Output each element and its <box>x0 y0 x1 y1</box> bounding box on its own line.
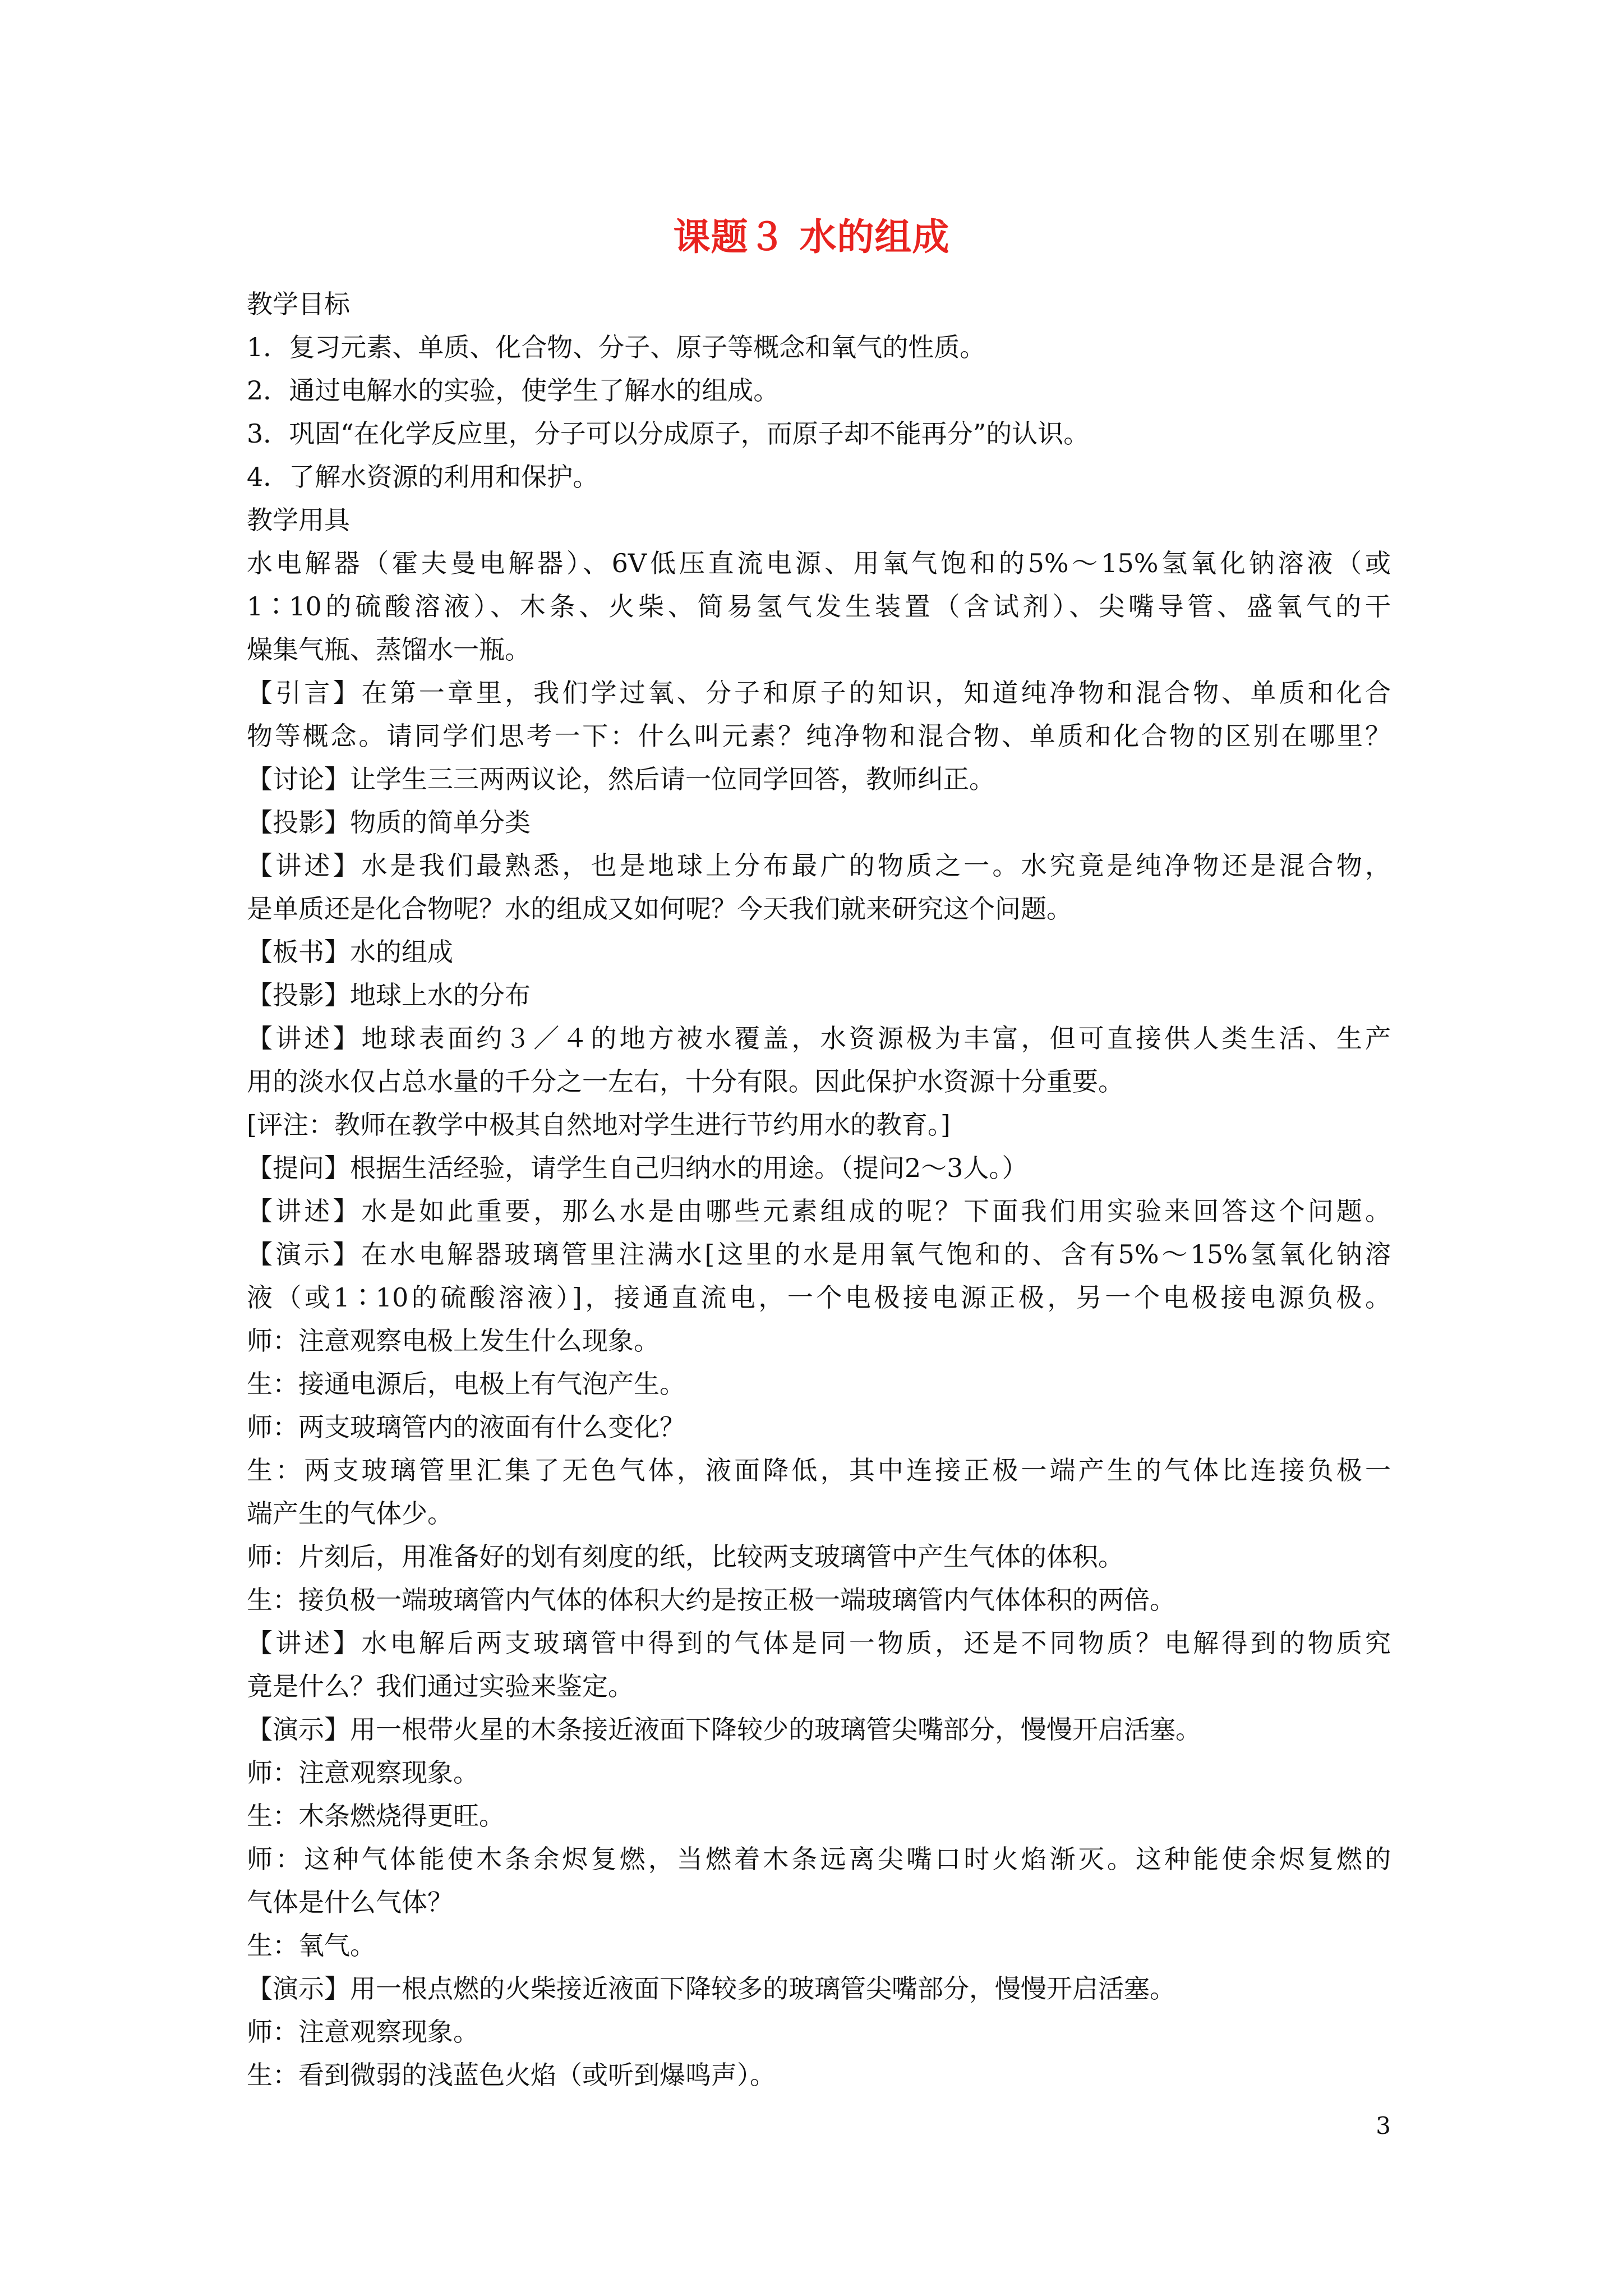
text-line: 【讲述】水是我们最熟悉，也是地球上分布最广的物质之一。水究竟是纯净物还是混合物， <box>247 850 1391 881</box>
dialogue-line: 师：片刻后，用准备好的划有刻度的纸，比较两支玻璃管中产生气体的体积。 <box>247 1542 1124 1572</box>
page-number: 3 <box>1376 2112 1391 2139</box>
text-line: 【讲述】水是如此重要，那么水是由哪些元素组成的呢？下面我们用实验来回答这个问题。 <box>247 1196 1391 1226</box>
text-line: 是单质还是化合物呢？水的组成又如何呢？今天我们就来研究这个问题。 <box>247 894 1072 924</box>
text-line: 物等概念。请同学们思考一下：什么叫元素？纯净物和混合物、单质和化合物的区别在哪里？ <box>247 721 1391 751</box>
text-line: 【演示】用一根点燃的火柴接近液面下降较多的玻璃管尖嘴部分，慢慢开启活塞。 <box>247 1973 1175 2004</box>
dialogue-line: 生：接通电源后，电极上有气泡产生。 <box>247 1369 685 1399</box>
text-line: 【板书】水的组成 <box>247 937 453 967</box>
text-line: 【提问】根据生活经验，请学生自己归纳水的用途。（提问2～3人。） <box>247 1153 1028 1183</box>
objective-item: 2．通过电解水的实验，使学生了解水的组成。 <box>247 375 780 406</box>
dialogue-line: 师：注意观察电极上发生什么现象。 <box>247 1326 660 1356</box>
objective-item: 1．复习元素、单质、化合物、分子、原子等概念和氧气的性质。 <box>247 332 986 362</box>
objective-item: 4．了解水资源的利用和保护。 <box>247 462 599 492</box>
dialogue-line: 师：注意观察现象。 <box>247 2017 479 2047</box>
dialogue-line: 生：接负极一端玻璃管内气体的体积大约是按正极一端玻璃管内气体体积的两倍。 <box>247 1585 1175 1615</box>
dialogue-line: 生：木条燃烧得更旺。 <box>247 1801 505 1831</box>
text-line: 【演示】用一根带火星的木条接近液面下降较少的玻璃管尖嘴部分，慢慢开启活塞。 <box>247 1714 1201 1745</box>
comment-line: [评注：教师在教学中极其自然地对学生进行节约用水的教育。] <box>247 1110 951 1140</box>
dialogue-line: 气体是什么气体？ <box>247 1887 453 1917</box>
dialogue-line: 端产生的气体少。 <box>247 1498 453 1529</box>
text-line: 水电解器（霍夫曼电解器）、6V低压直流电源、用氧气饱和的5%～15%氢氧化钠溶液（或 <box>247 548 1391 578</box>
dialogue-line: 师：注意观察现象。 <box>247 1757 479 1788</box>
text-line: 【投影】物质的简单分类 <box>247 807 531 838</box>
text-line: 竟是什么？我们通过实验来鉴定。 <box>247 1671 634 1701</box>
text-line: 1∶10的硫酸溶液）、木条、火柴、简易氢气发生装置（含试剂）、尖嘴导管、盛氧气的干 <box>247 591 1391 622</box>
section-heading-objectives: 教学目标 <box>247 289 350 319</box>
objective-item: 3．巩固“在化学反应里，分子可以分成原子，而原子却不能再分”的认识。 <box>247 418 1090 449</box>
text-line: 燥集气瓶、蒸馏水一瓶。 <box>247 634 531 665</box>
dialogue-line: 师：两支玻璃管内的液面有什么变化？ <box>247 1412 685 1442</box>
dialogue-line: 师：这种气体能使木条余烬复燃，当燃着木条远离尖嘴口时火焰渐灭。这种能使余烬复燃的 <box>247 1844 1391 1874</box>
lesson-body <box>247 283 1391 2097</box>
text-line: 【演示】在水电解器玻璃管里注满水[这里的水是用氧气饱和的、含有5%～15%氢氧化钠溶 <box>247 1239 1391 1269</box>
section-heading-tools: 教学用具 <box>247 505 350 535</box>
dialogue-line: 生：看到微弱的浅蓝色火焰（或听到爆鸣声）。 <box>247 2060 776 2090</box>
text-line: 【投影】地球上水的分布 <box>247 980 531 1010</box>
dialogue-line: 生：氧气。 <box>247 1930 376 1961</box>
page-title: 课题３ 水的组成 <box>673 215 950 259</box>
text-line: 【讨论】让学生三三两两议论，然后请一位同学回答，教师纠正。 <box>247 764 995 794</box>
dialogue-line: 生：两支玻璃管里汇集了无色气体，液面降低，其中连接正极一端产生的气体比连接负极一 <box>247 1455 1391 1485</box>
text-line: 【讲述】水电解后两支玻璃管中得到的气体是同一物质，还是不同物质？电解得到的物质究 <box>247 1628 1391 1658</box>
text-line: 液（或1∶10的硫酸溶液）]，接通直流电，一个电极接电源正极，另一个电极接电源负极。 <box>247 1282 1391 1313</box>
text-line: 用的淡水仅占总水量的千分之一左右，十分有限。因此保护水资源十分重要。 <box>247 1066 1124 1097</box>
text-line: 【引言】在第一章里，我们学过氧、分子和原子的知识，知道纯净物和混合物、单质和化合 <box>247 678 1391 708</box>
text-line: 【讲述】地球表面约３／４的地方被水覆盖，水资源极为丰富，但可直接供人类生活、生产 <box>247 1023 1391 1053</box>
